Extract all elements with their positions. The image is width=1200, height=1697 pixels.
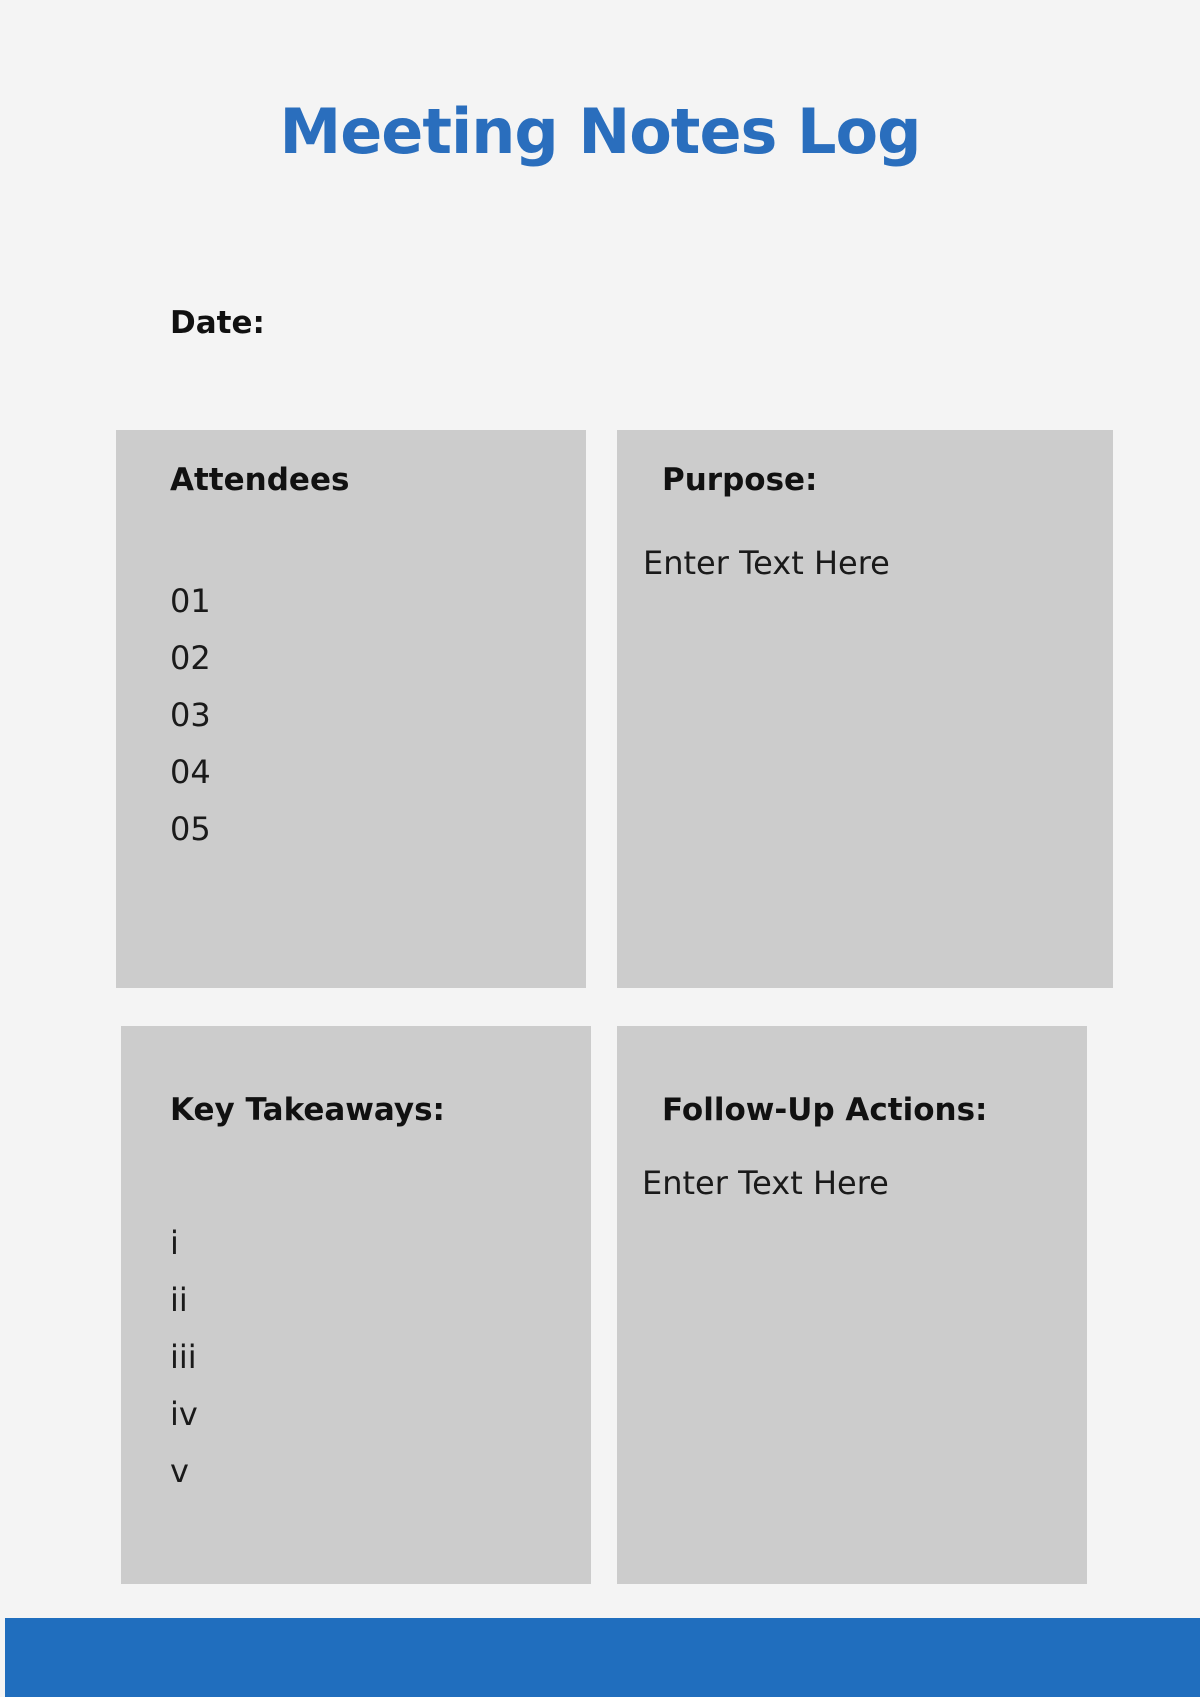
attendees-list bbox=[170, 573, 211, 858]
takeaway-item[interactable]: i bbox=[170, 1224, 179, 1262]
follow-up-actions-panel bbox=[617, 1026, 1087, 1584]
attendee-item[interactable]: 02 bbox=[170, 639, 211, 677]
purpose-heading: Purpose: bbox=[662, 462, 818, 498]
follow-up-actions-heading: Follow-Up Actions: bbox=[662, 1092, 988, 1128]
page-title: Meeting Notes Log bbox=[279, 95, 921, 168]
attendee-item[interactable]: 01 bbox=[170, 582, 211, 620]
footer-bar bbox=[5, 1618, 1200, 1697]
takeaway-item[interactable]: iii bbox=[170, 1338, 197, 1376]
purpose-panel bbox=[617, 430, 1113, 988]
follow-up-text-field[interactable]: Enter Text Here bbox=[642, 1164, 889, 1202]
takeaway-item[interactable]: iv bbox=[170, 1395, 198, 1433]
takeaway-item[interactable]: ii bbox=[170, 1281, 188, 1319]
attendee-item[interactable]: 03 bbox=[170, 696, 211, 734]
takeaway-item[interactable]: v bbox=[170, 1452, 189, 1490]
attendees-heading: Attendees bbox=[170, 462, 350, 498]
purpose-text-field[interactable]: Enter Text Here bbox=[643, 544, 890, 582]
takeaways-list bbox=[170, 1215, 198, 1500]
key-takeaways-heading: Key Takeaways: bbox=[170, 1092, 445, 1128]
attendees-panel bbox=[116, 430, 586, 988]
date-label: Date: bbox=[170, 305, 265, 341]
attendee-item[interactable]: 04 bbox=[170, 753, 211, 791]
attendee-item[interactable]: 05 bbox=[170, 810, 211, 848]
key-takeaways-panel bbox=[121, 1026, 591, 1584]
